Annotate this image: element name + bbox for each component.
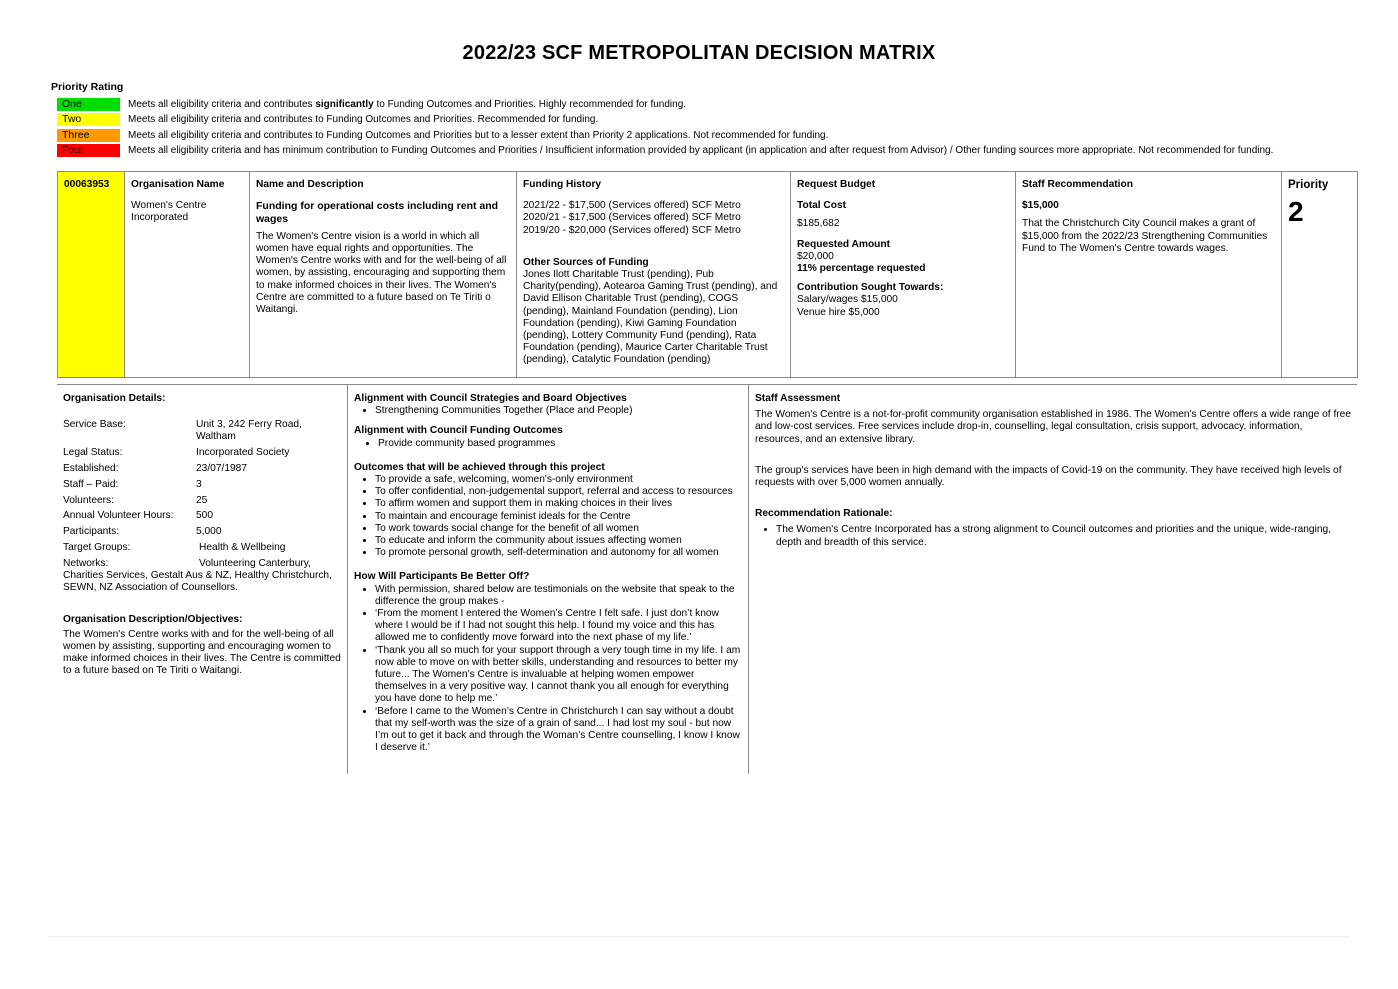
list-item: • With permission, shared below are testimonials on the website that speak to the difference the group makes - xyxy=(375,584,742,608)
requested-amount-value: $20,000 xyxy=(797,250,834,262)
funding-history-cell xyxy=(517,172,791,378)
priority-header: Priority xyxy=(1288,179,1329,191)
detail-volunteer-hours: Annual Volunteer Hours: 500 xyxy=(63,510,213,522)
application-summary-table xyxy=(57,171,1358,378)
legend-row-one xyxy=(57,97,1273,112)
strategies-heading: Alignment with Council Strategies and Board Objectives xyxy=(354,393,627,404)
organisation-name: Women's Centre Incorporated xyxy=(131,200,207,224)
list-item: • Provide community based programmes xyxy=(378,438,742,450)
funding-history-item: 2021/22 - $17,500 (Services offered) SCF Metro xyxy=(523,200,741,212)
requested-amount-label: Requested Amount xyxy=(797,238,891,250)
staff-recommendation-header: Staff Recommendation xyxy=(1022,179,1133,190)
project-outcomes-heading: Outcomes that will be achieved through this project xyxy=(354,461,605,473)
name-description-header: Name and Description xyxy=(256,179,364,190)
funding-history-header: Funding History xyxy=(523,179,602,190)
detail-legal-status: Legal Status: Incorporated Society xyxy=(63,447,290,459)
priority-cell xyxy=(1282,172,1358,378)
contribution-label: Contribution Sought Towards: xyxy=(797,282,944,294)
staff-recommendation-cell xyxy=(1016,172,1282,378)
staff-recommendation-amount: $15,000 xyxy=(1022,200,1059,212)
legend-swatch-one: One xyxy=(57,98,120,111)
funding-history-item: 2019/20 - $20,000 (Services offered) SCF Metro xyxy=(523,224,741,236)
detail-staff-paid: Staff – Paid: 3 xyxy=(63,478,202,490)
legend-desc-one: Meets all eligibility criteria and contributes significantly to Funding Outcomes and Priorities. Highly recommended for funding. xyxy=(128,99,687,111)
detail-networks: Networks: Volunteering Canterbury, Charities Services, Gestalt Aus & NZ, Healthy Christchurch, SEWN, NZ Association of Counsellors. xyxy=(63,557,332,594)
legend-swatch-four: Four xyxy=(57,144,120,157)
list-item: • To educate and inform the community about issues affecting women xyxy=(375,535,742,547)
detail-participants: Participants: 5,000 xyxy=(63,526,222,538)
priority-legend xyxy=(57,97,1273,158)
project-name: Funding for operational costs including rent and wages xyxy=(256,200,499,225)
priority-value: 2 xyxy=(1288,196,1304,228)
application-id: 00063953 xyxy=(58,172,125,378)
name-description-cell xyxy=(250,172,517,378)
detail-volunteers: Volunteers: 25 xyxy=(63,494,208,506)
organisation-description: The Women's Centre works with and for the well-being of all women by assisting, supporting and encouraging women to make informed choices in their lives. The Centre is committed to a future based on Te Tiriti o Waitangi. xyxy=(63,628,341,677)
assessment-paragraph: The Women's Centre is a not-for-profit community organisation established in 1986. The Women's Centre offers a wide range of free and low-cost services. Free services include drop-in, counselling, legal consultation, crisis support, advocacy, information, resources, and an extensive library. xyxy=(755,409,1352,445)
better-off-heading: How Will Participants Be Better Off? xyxy=(354,571,530,583)
staff-assessment-column xyxy=(749,385,1357,557)
contribution-item: Venue hire $5,000 xyxy=(797,306,880,318)
list-item: • To work towards social change for the benefit of all women xyxy=(375,523,742,535)
staff-assessment-heading: Staff Assessment xyxy=(755,393,841,404)
priority-rating-heading: Priority Rating xyxy=(51,81,124,93)
other-sources-header: Other Sources of Funding xyxy=(523,256,649,268)
request-budget-cell xyxy=(791,172,1016,378)
total-cost-label: Total Cost xyxy=(797,200,847,212)
legend-swatch-two: Two xyxy=(57,113,120,126)
page-title: 2022/23 SCF METROPOLITAN DECISION MATRIX xyxy=(462,42,936,64)
organisation-name-cell xyxy=(125,172,250,378)
legend-row-two xyxy=(57,112,1273,127)
legend-desc-three: Meets all eligibility criteria and contributes to Funding Outcomes and Priorities but to a lesser extent than Priority 2 applications. Not recommended for funding. xyxy=(128,129,829,141)
legend-row-three xyxy=(57,128,1273,143)
recommendation-rationale-heading: Recommendation Rationale: xyxy=(755,508,893,520)
detail-target-groups: Target Groups: Health & Wellbeing xyxy=(63,541,286,553)
council-outcomes-list xyxy=(354,438,742,450)
request-budget-header: Request Budget xyxy=(797,179,876,190)
strategies-list xyxy=(354,405,742,417)
assessment-paragraph: The group's services have been in high demand with the impacts of Covid-19 on the community. They have received high levels of requests with over 5,000 women annually. xyxy=(755,464,1342,489)
list-item: • ‘From the moment I entered the Women’s Centre I felt safe. I just don’t know where I would be if I had not sought this help. I found my voice and this has allowed me to confidently move forward into the next phase of my life.’ xyxy=(375,608,742,645)
list-item: • To maintain and encourage feminist ideals for the Centre xyxy=(375,511,742,523)
rationale-list xyxy=(755,524,1351,548)
project-description: The Women's Centre vision is a world in which all women have equal rights and opportunities. The Women's Centre works with and for the well-being of all women, by assisting, encouraging and supporting them to make informed choices in their lives. The Women's Centre are committed to a future based on Te Tiriti o Waitangi. xyxy=(256,230,507,316)
project-outcomes-list xyxy=(354,474,742,559)
page-bottom-divider xyxy=(48,936,1350,937)
total-cost-value: $185,682 xyxy=(797,218,840,230)
detail-service-base: Service Base: Unit 3, 242 Ferry Road, Waltham xyxy=(63,419,302,443)
organisation-details-column xyxy=(57,385,347,685)
list-item: • ‘Thank you all so much for your support through a very tough time in my life. I am now able to move on with better skills, understanding and resources to better my future... The Women’s Centre is invaluable at helping women empower themselves in a very positive way. I cannot thank you all enough for everything you have done to help me.’ xyxy=(375,645,742,706)
detail-established: Established: 23/07/1987 xyxy=(63,463,247,474)
list-item: • To offer confidential, non-judgemental support, referral and access to resources xyxy=(375,486,742,498)
organisation-name-header: Organisation Name xyxy=(131,179,225,190)
funding-history-item: 2020/21 - $17,500 (Services offered) SCF Metro xyxy=(523,212,741,224)
legend-swatch-three: Three xyxy=(57,129,120,142)
list-item: • The Women's Centre Incorporated has a strong alignment to Council outcomes and priorities and the unique, wide-ranging, depth and breadth of this service. xyxy=(776,524,1351,548)
legend-desc-four: Meets all eligibility criteria and has minimum contribution to Funding Outcomes and Priorities / Insufficient information provided by applicant (in application and after request from Advisor) / Other funding sources more appropriate. Not recommended for funding. xyxy=(128,145,1274,157)
list-item: • ‘Before I came to the Women’s Centre in Christchurch I can say without a doubt that my self-worth was the size of a grain of sand... I had lost my soul - but now I’m out to get it back and through the Woman’s Centre counselling, I know I know I deserve it.’ xyxy=(375,706,742,755)
list-item: • Strengthening Communities Together (Place and People) xyxy=(375,405,742,417)
council-outcomes-heading: Alignment with Council Funding Outcomes xyxy=(354,425,563,437)
legend-desc-two: Meets all eligibility criteria and contributes to Funding Outcomes and Priorities. Recommended for funding. xyxy=(128,114,599,126)
organisation-description-heading: Organisation Description/Objectives: xyxy=(63,614,243,626)
organisation-details-heading: Organisation Details: xyxy=(63,393,166,404)
list-item: • To provide a safe, welcoming, women's-only environment xyxy=(375,474,742,486)
percentage-requested: 11% percentage requested xyxy=(797,263,926,275)
list-item: • To promote personal growth, self-determination and autonomy for all women xyxy=(375,547,742,559)
staff-recommendation-text: That the Christchurch City Council makes a grant of $15,000 from the 2022/23 Strengthening Communities Fund to The Women's Centre towards wages. xyxy=(1022,218,1268,254)
legend-row-four xyxy=(57,143,1273,158)
contribution-item: Salary/wages $15,000 xyxy=(797,294,898,306)
other-sources-text: Jones Ilott Charitable Trust (pending), Pub Charity(pending), Aotearoa Gaming Trust (pending), and David Ellison Charitable Trust (pending), COGS (pending), Mainland Foundation (pending), Lion Foundation (pending), Kiwi Gaming Foundation (pending), Lottery Community Fund (pending), Rata Foundation (pending), Maurice Carter Charitable Trust (pending), Catalytic Foundation (pending) xyxy=(523,269,778,366)
details-section xyxy=(57,384,1357,754)
alignment-column xyxy=(347,385,749,774)
better-off-list xyxy=(354,584,742,755)
list-item: • To affirm women and support them in making choices in their lives xyxy=(375,498,742,510)
